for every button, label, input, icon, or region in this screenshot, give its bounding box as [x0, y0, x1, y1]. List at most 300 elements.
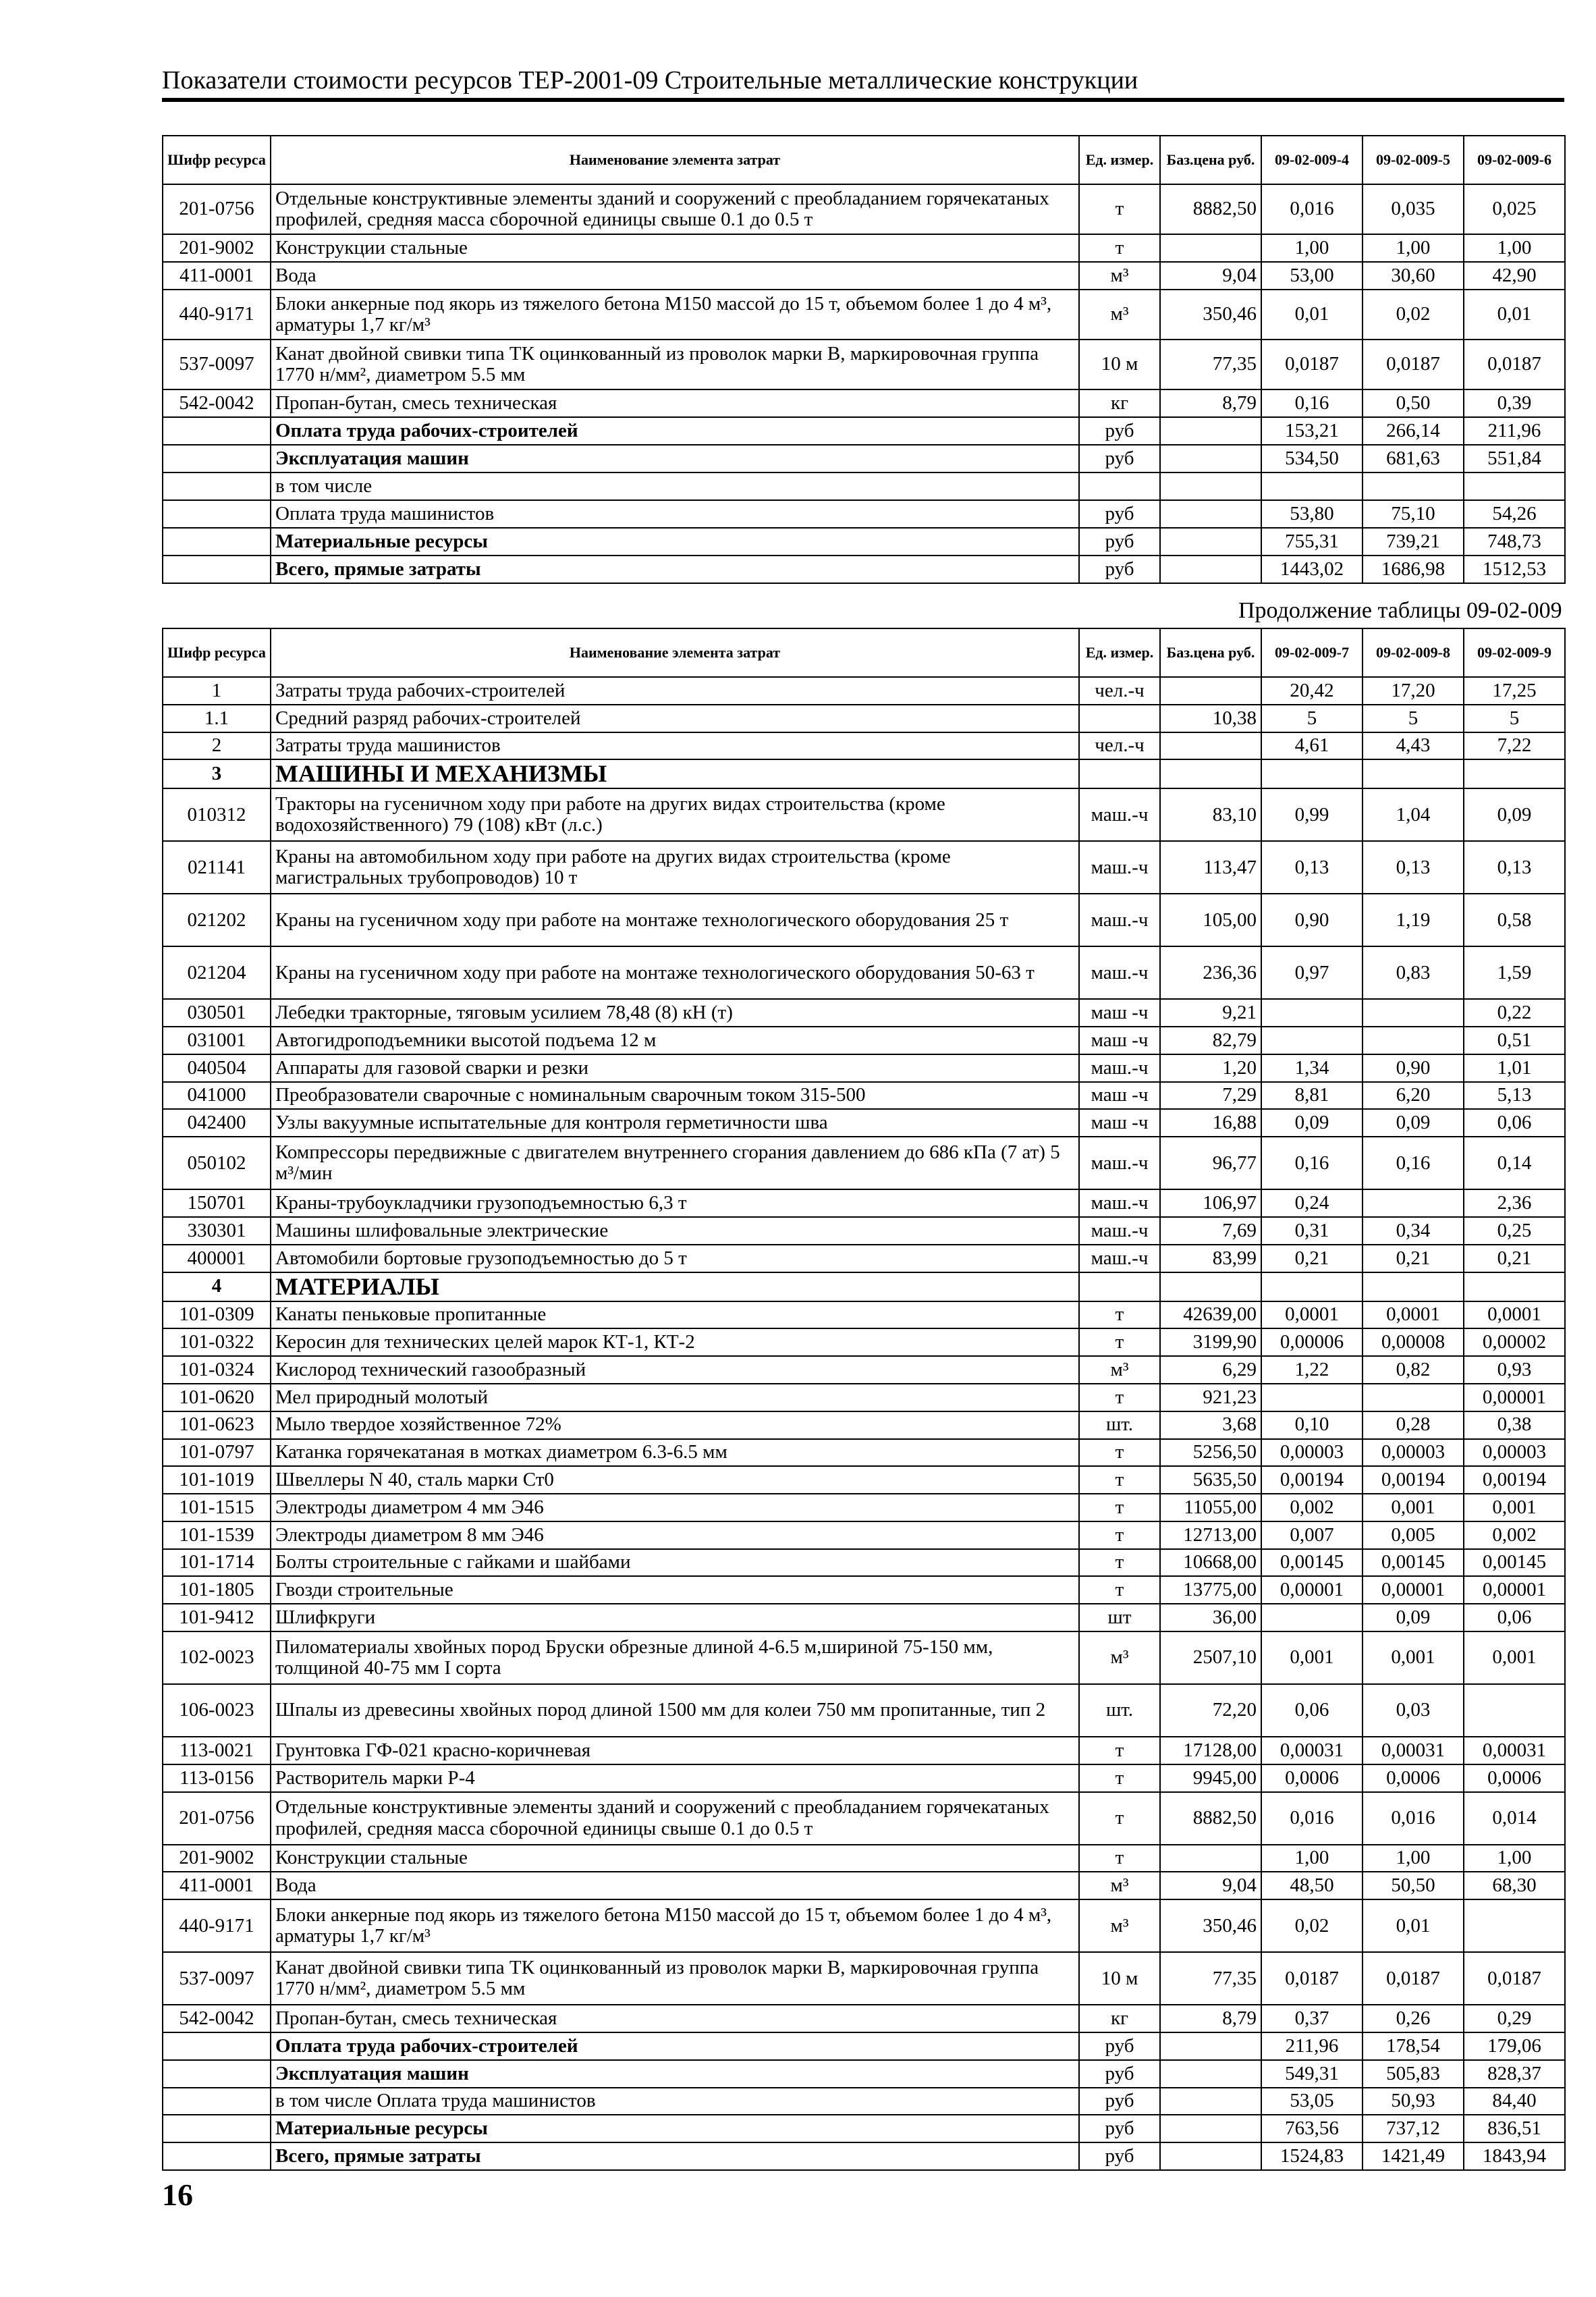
value-cell: 0,93 — [1464, 1356, 1565, 1384]
value-cell: 836,51 — [1464, 2115, 1565, 2142]
base-price-cell: 350,46 — [1160, 1899, 1261, 1952]
value-cell: 0,09 — [1261, 1109, 1363, 1137]
resource-code-cell: 101-0620 — [163, 1384, 271, 1411]
table-row — [163, 1952, 1565, 2005]
value-cell: 763,56 — [1261, 2115, 1363, 2142]
cost-item-name-cell: Затраты труда рабочих-строителей — [271, 677, 1079, 705]
resource-code-cell: 101-1515 — [163, 1494, 271, 1521]
value-cell: 0,0006 — [1464, 1764, 1565, 1792]
resource-code-cell — [163, 556, 271, 583]
base-price-cell: 96,77 — [1160, 1137, 1261, 1189]
table-row — [163, 1631, 1565, 1684]
column-header: 09-02-009-7 — [1261, 628, 1363, 677]
table-row — [163, 1684, 1565, 1737]
value-cell: 0,09 — [1363, 1604, 1464, 1631]
value-cell: 0,21 — [1363, 1245, 1464, 1272]
value-cell: 0,06 — [1261, 1684, 1363, 1737]
value-cell: 1,00 — [1464, 1845, 1565, 1872]
continuation-label: Продолжение таблицы 09-02-009 — [1238, 598, 1562, 623]
value-cell — [1363, 759, 1464, 788]
resource-table-2 — [162, 628, 1566, 2171]
value-cell: 178,54 — [1363, 2032, 1464, 2060]
value-cell: 505,83 — [1363, 2060, 1464, 2088]
unit-cell: чел.-ч — [1079, 677, 1160, 705]
cost-item-name-cell: Шлифкруги — [271, 1604, 1079, 1631]
table-row — [163, 1137, 1565, 1189]
resource-code-cell: 411-0001 — [163, 262, 271, 290]
value-cell: 0,001 — [1464, 1631, 1565, 1684]
base-price-cell: 13775,00 — [1160, 1576, 1261, 1604]
value-cell: 1,19 — [1363, 894, 1464, 946]
base-price-cell: 9,04 — [1160, 1872, 1261, 1899]
base-price-cell — [1160, 2032, 1261, 2060]
resource-code-cell: 042400 — [163, 1109, 271, 1137]
value-cell: 1443,02 — [1261, 556, 1363, 583]
value-cell: 0,00194 — [1363, 1466, 1464, 1494]
column-header: Ед. измер. — [1079, 628, 1160, 677]
base-price-cell: 12713,00 — [1160, 1521, 1261, 1549]
table-row — [163, 1549, 1565, 1577]
base-price-cell — [1160, 732, 1261, 760]
resource-code-cell: 021202 — [163, 894, 271, 946]
cost-item-name-cell: в том числе Оплата труда машинистов — [271, 2088, 1079, 2115]
value-cell: 0,16 — [1261, 1137, 1363, 1189]
value-cell: 755,31 — [1261, 528, 1363, 556]
unit-cell: маш.-ч — [1079, 841, 1160, 894]
value-cell: 0,50 — [1363, 389, 1464, 417]
cost-item-name-cell: Машины шлифовальные электрические — [271, 1217, 1079, 1245]
resource-code-cell — [163, 528, 271, 556]
base-price-cell: 9945,00 — [1160, 1764, 1261, 1792]
resource-code-cell: 010312 — [163, 788, 271, 841]
resource-table-1 — [162, 135, 1566, 584]
value-cell: 0,00145 — [1464, 1549, 1565, 1577]
unit-cell: чел.-ч — [1079, 732, 1160, 760]
cost-item-name-cell: Электроды диаметром 4 мм Э46 — [271, 1494, 1079, 1521]
unit-cell: шт — [1079, 1604, 1160, 1631]
cost-item-name-cell: Отдельные конструктивные элементы зданий и сооружений с преобладанием горячекатаных профилей, средняя масса сборочной единицы свыше 0.1 до 0.5 т — [271, 1792, 1079, 1845]
value-cell: 0,025 — [1464, 184, 1565, 234]
unit-cell: т — [1079, 1494, 1160, 1521]
base-price-cell: 5635,50 — [1160, 1466, 1261, 1494]
cost-item-name-cell: Краны на гусеничном ходу при работе на монтаже технологического оборудования 50-63 т — [271, 946, 1079, 999]
unit-cell — [1079, 472, 1160, 500]
value-cell: 0,09 — [1363, 1109, 1464, 1137]
value-cell: 0,02 — [1261, 1899, 1363, 1952]
table-header-row — [163, 628, 1565, 677]
resource-code-cell — [163, 2088, 271, 2115]
base-price-cell — [1160, 677, 1261, 705]
value-cell: 0,00001 — [1261, 1576, 1363, 1604]
value-cell: 0,31 — [1261, 1217, 1363, 1245]
value-cell: 1,04 — [1363, 788, 1464, 841]
resource-code-cell: 050102 — [163, 1137, 271, 1189]
resource-code-cell: 021204 — [163, 946, 271, 999]
value-cell: 0,58 — [1464, 894, 1565, 946]
value-cell: 0,00008 — [1363, 1328, 1464, 1356]
value-cell: 1,59 — [1464, 946, 1565, 999]
cost-item-name-cell: Оплата труда машинистов — [271, 500, 1079, 528]
value-cell: 179,06 — [1464, 2032, 1565, 2060]
value-cell: 0,21 — [1261, 1245, 1363, 1272]
value-cell: 0,03 — [1363, 1684, 1464, 1737]
base-price-cell — [1160, 2088, 1261, 2115]
base-price-cell — [1160, 528, 1261, 556]
table-row — [163, 1737, 1565, 1764]
value-cell: 0,38 — [1464, 1411, 1565, 1439]
resource-code-cell — [163, 472, 271, 500]
table-row — [163, 1328, 1565, 1356]
value-cell: 748,73 — [1464, 528, 1565, 556]
base-price-cell — [1160, 759, 1261, 788]
cost-item-name-cell: Блоки анкерные под якорь из тяжелого бетона М150 массой до 15 т, объемом более 1 до 4 м³, арматуры 1,7 кг/м³ — [271, 1899, 1079, 1952]
value-cell: 5 — [1363, 705, 1464, 732]
cost-item-name-cell: Отдельные конструктивные элементы зданий и сооружений с преобладанием горячекатаных профилей, средняя масса сборочной единицы свыше 0.1 до 0.5 т — [271, 184, 1079, 234]
value-cell: 0,0001 — [1464, 1301, 1565, 1329]
value-cell: 1512,53 — [1464, 556, 1565, 583]
value-cell: 53,80 — [1261, 500, 1363, 528]
base-price-cell: 8882,50 — [1160, 184, 1261, 234]
value-cell: 0,14 — [1464, 1137, 1565, 1189]
column-header: Наименование элемента затрат — [271, 628, 1079, 677]
resource-code-cell: 101-1019 — [163, 1466, 271, 1494]
base-price-cell: 3199,90 — [1160, 1328, 1261, 1356]
value-cell: 68,30 — [1464, 1872, 1565, 1899]
base-price-cell: 9,21 — [1160, 999, 1261, 1027]
resource-code-cell: 102-0023 — [163, 1631, 271, 1684]
cost-item-name-cell: Мел природный молотый — [271, 1384, 1079, 1411]
unit-cell: маш.-ч — [1079, 1054, 1160, 1082]
value-cell: 42,90 — [1464, 262, 1565, 290]
value-cell: 1421,49 — [1363, 2142, 1464, 2170]
resource-code-cell: 3 — [163, 759, 271, 788]
value-cell: 0,0006 — [1363, 1764, 1464, 1792]
resource-code-cell: 440-9171 — [163, 1899, 271, 1952]
cost-item-name-cell: Конструкции стальные — [271, 234, 1079, 262]
column-header: Ед. измер. — [1079, 136, 1160, 184]
cost-item-name-cell: Компрессоры передвижные с двигателем внутреннего сгорания давлением до 686 кПа (7 ат) 5 м³/мин — [271, 1137, 1079, 1189]
cost-item-name-cell: Канат двойной свивки типа ТК оцинкованный из проволок марки В, маркировочная группа 1770 н/мм², диаметром 5.5 мм — [271, 340, 1079, 389]
table-row — [163, 2060, 1565, 2088]
table-row — [163, 1521, 1565, 1549]
value-cell: 2,36 — [1464, 1189, 1565, 1217]
value-cell: 0,01 — [1363, 1899, 1464, 1952]
value-cell: 1686,98 — [1363, 556, 1464, 583]
value-cell: 53,00 — [1261, 262, 1363, 290]
value-cell: 50,93 — [1363, 2088, 1464, 2115]
unit-cell: маш.-ч — [1079, 1245, 1160, 1272]
base-price-cell — [1160, 234, 1261, 262]
unit-cell: руб — [1079, 2142, 1160, 2170]
value-cell: 0,016 — [1261, 184, 1363, 234]
base-price-cell: 236,36 — [1160, 946, 1261, 999]
cost-item-name-cell: Канат двойной свивки типа ТК оцинкованный из проволок марки В, маркировочная группа 1770 н/мм², диаметром 5.5 мм — [271, 1952, 1079, 2005]
base-price-cell: 72,20 — [1160, 1684, 1261, 1737]
value-cell: 0,016 — [1363, 1792, 1464, 1845]
value-cell: 211,96 — [1464, 417, 1565, 445]
resource-code-cell — [163, 2142, 271, 2170]
table-row — [163, 500, 1565, 528]
resource-code-cell: 030501 — [163, 999, 271, 1027]
table-row — [163, 1845, 1565, 1872]
value-cell: 1843,94 — [1464, 2142, 1565, 2170]
table-row — [163, 1792, 1565, 1845]
value-cell: 0,00194 — [1464, 1466, 1565, 1494]
unit-cell: маш.-ч — [1079, 788, 1160, 841]
cost-item-name-cell: Средний разряд рабочих-строителей — [271, 705, 1079, 732]
table-row — [163, 1576, 1565, 1604]
table-row — [163, 340, 1565, 389]
table-row — [163, 1411, 1565, 1439]
column-header: Баз.цена руб. — [1160, 136, 1261, 184]
resource-code-cell — [163, 2032, 271, 2060]
value-cell: 0,00001 — [1464, 1576, 1565, 1604]
cost-item-name-cell: Шпалы из древесины хвойных пород длиной 1500 мм для колеи 750 мм пропитанные, тип 2 — [271, 1684, 1079, 1737]
resource-code-cell: 537-0097 — [163, 340, 271, 389]
resource-code-cell: 201-9002 — [163, 234, 271, 262]
value-cell: 266,14 — [1363, 417, 1464, 445]
resource-code-cell: 440-9171 — [163, 290, 271, 340]
value-cell: 30,60 — [1363, 262, 1464, 290]
table-body-2 — [163, 677, 1565, 2170]
table-row — [163, 2115, 1565, 2142]
value-cell: 17,25 — [1464, 677, 1565, 705]
cost-item-name-cell: Краны-трубоукладчики грузоподъемностью 6,3 т — [271, 1189, 1079, 1217]
unit-cell: руб — [1079, 2088, 1160, 2115]
unit-cell: т — [1079, 1549, 1160, 1577]
base-price-cell: 7,29 — [1160, 1082, 1261, 1110]
base-price-cell: 350,46 — [1160, 290, 1261, 340]
value-cell: 0,0187 — [1464, 340, 1565, 389]
resource-code-cell: 113-0156 — [163, 1764, 271, 1792]
value-cell — [1261, 999, 1363, 1027]
unit-cell: шт. — [1079, 1684, 1160, 1737]
table-header-row — [163, 136, 1565, 184]
base-price-cell: 5256,50 — [1160, 1439, 1261, 1467]
table-row — [163, 1054, 1565, 1082]
unit-cell: шт. — [1079, 1411, 1160, 1439]
table-row — [163, 1439, 1565, 1467]
value-cell: 0,0187 — [1464, 1952, 1565, 2005]
resource-code-cell: 101-0322 — [163, 1328, 271, 1356]
resource-code-cell: 101-9412 — [163, 1604, 271, 1631]
value-cell: 0,06 — [1464, 1604, 1565, 1631]
cost-item-name-cell: МАШИНЫ И МЕХАНИЗМЫ — [271, 759, 1079, 788]
table-row — [163, 2088, 1565, 2115]
unit-cell: руб — [1079, 2115, 1160, 2142]
value-cell: 0,0006 — [1261, 1764, 1363, 1792]
unit-cell: т — [1079, 1521, 1160, 1549]
unit-cell: маш.-ч — [1079, 1217, 1160, 1245]
base-price-cell: 6,29 — [1160, 1356, 1261, 1384]
resource-code-cell: 330301 — [163, 1217, 271, 1245]
resource-code-cell: 113-0021 — [163, 1737, 271, 1764]
value-cell: 0,01 — [1464, 290, 1565, 340]
cost-item-name-cell: Автомобили бортовые грузоподъемностью до 5 т — [271, 1245, 1079, 1272]
value-cell: 1524,83 — [1261, 2142, 1363, 2170]
cost-item-name-cell: Материальные ресурсы — [271, 2115, 1079, 2142]
value-cell: 153,21 — [1261, 417, 1363, 445]
cost-item-name-cell: Кислород технический газообразный — [271, 1356, 1079, 1384]
value-cell: 0,016 — [1261, 1792, 1363, 1845]
base-price-cell — [1160, 1272, 1261, 1301]
unit-cell: 10 м — [1079, 1952, 1160, 2005]
resource-code-cell: 150701 — [163, 1189, 271, 1217]
table-row — [163, 528, 1565, 556]
value-cell: 1,00 — [1464, 234, 1565, 262]
value-cell: 5 — [1464, 705, 1565, 732]
value-cell: 0,06 — [1464, 1109, 1565, 1137]
value-cell: 739,21 — [1363, 528, 1464, 556]
value-cell: 0,00145 — [1261, 1549, 1363, 1577]
value-cell: 53,05 — [1261, 2088, 1363, 2115]
unit-cell: маш.-ч — [1079, 894, 1160, 946]
value-cell: 8,81 — [1261, 1082, 1363, 1110]
value-cell: 0,002 — [1261, 1494, 1363, 1521]
base-price-cell: 77,35 — [1160, 1952, 1261, 2005]
page-header: Показатели стоимости ресурсов ТЕР-2001-09 Строительные металлические конструкции — [162, 64, 1564, 102]
table-row — [163, 732, 1565, 760]
value-cell: 0,00003 — [1363, 1439, 1464, 1467]
value-cell: 20,42 — [1261, 677, 1363, 705]
unit-cell: т — [1079, 234, 1160, 262]
value-cell: 1,00 — [1261, 1845, 1363, 1872]
unit-cell: т — [1079, 1576, 1160, 1604]
table-row — [163, 999, 1565, 1027]
unit-cell: т — [1079, 184, 1160, 234]
unit-cell: 10 м — [1079, 340, 1160, 389]
cost-item-name-cell: Растворитель марки Р-4 — [271, 1764, 1079, 1792]
resource-code-cell: 101-1714 — [163, 1549, 271, 1577]
unit-cell: руб — [1079, 2060, 1160, 2088]
table-row — [163, 705, 1565, 732]
column-header: Шифр ресурса — [163, 136, 271, 184]
value-cell: 0,01 — [1261, 290, 1363, 340]
cost-item-name-cell: Всего, прямые затраты — [271, 556, 1079, 583]
unit-cell: т — [1079, 1301, 1160, 1329]
unit-cell: т — [1079, 1328, 1160, 1356]
base-price-cell: 8882,50 — [1160, 1792, 1261, 1845]
table-row — [163, 1604, 1565, 1631]
value-cell — [1464, 1272, 1565, 1301]
base-price-cell: 7,69 — [1160, 1217, 1261, 1245]
resource-code-cell: 101-0623 — [163, 1411, 271, 1439]
value-cell: 0,00006 — [1261, 1328, 1363, 1356]
resource-code-cell: 1 — [163, 677, 271, 705]
table-row — [163, 759, 1565, 788]
value-cell: 681,63 — [1363, 445, 1464, 472]
value-cell: 828,37 — [1464, 2060, 1565, 2088]
unit-cell: т — [1079, 1466, 1160, 1494]
value-cell — [1261, 1272, 1363, 1301]
base-price-cell: 105,00 — [1160, 894, 1261, 946]
base-price-cell: 83,10 — [1160, 788, 1261, 841]
value-cell: 1,01 — [1464, 1054, 1565, 1082]
base-price-cell: 10,38 — [1160, 705, 1261, 732]
resource-code-cell: 2 — [163, 732, 271, 760]
resource-code-cell — [163, 500, 271, 528]
table-row — [163, 472, 1565, 500]
unit-cell: м³ — [1079, 1872, 1160, 1899]
resource-code-cell — [163, 2115, 271, 2142]
value-cell: 0,00145 — [1363, 1549, 1464, 1577]
unit-cell — [1079, 1272, 1160, 1301]
table-row — [163, 1217, 1565, 1245]
value-cell: 0,007 — [1261, 1521, 1363, 1549]
cost-item-name-cell: Автогидроподъемники высотой подъема 12 м — [271, 1027, 1079, 1054]
value-cell: 0,21 — [1464, 1245, 1565, 1272]
table-row — [163, 1109, 1565, 1137]
base-price-cell: 77,35 — [1160, 340, 1261, 389]
value-cell: 0,16 — [1363, 1137, 1464, 1189]
resource-code-cell: 201-9002 — [163, 1845, 271, 1872]
cost-item-name-cell: Оплата труда рабочих-строителей — [271, 417, 1079, 445]
value-cell: 1,00 — [1261, 234, 1363, 262]
value-cell: 75,10 — [1363, 500, 1464, 528]
value-cell — [1363, 1189, 1464, 1217]
cost-item-name-cell: Преобразователи сварочные с номинальным сварочным током 315-500 — [271, 1082, 1079, 1110]
base-price-cell: 2507,10 — [1160, 1631, 1261, 1684]
table-row — [163, 290, 1565, 340]
unit-cell: руб — [1079, 445, 1160, 472]
value-cell — [1261, 759, 1363, 788]
cost-item-name-cell: Вода — [271, 262, 1079, 290]
value-cell: 0,00002 — [1464, 1328, 1565, 1356]
value-cell: 0,0001 — [1363, 1301, 1464, 1329]
base-price-cell — [1160, 500, 1261, 528]
table-body-1 — [163, 184, 1565, 583]
value-cell: 4,43 — [1363, 732, 1464, 760]
value-cell: 1,00 — [1363, 234, 1464, 262]
value-cell: 5,13 — [1464, 1082, 1565, 1110]
base-price-cell — [1160, 417, 1261, 445]
unit-cell: руб — [1079, 417, 1160, 445]
base-price-cell: 921,23 — [1160, 1384, 1261, 1411]
cost-item-name-cell: Болты строительные с гайками и шайбами — [271, 1549, 1079, 1577]
value-cell: 0,90 — [1261, 894, 1363, 946]
value-cell: 50,50 — [1363, 1872, 1464, 1899]
column-header: Баз.цена руб. — [1160, 628, 1261, 677]
table-row — [163, 1872, 1565, 1899]
value-cell: 0,00031 — [1261, 1737, 1363, 1764]
resource-code-cell: 542-0042 — [163, 2005, 271, 2032]
value-cell: 0,001 — [1261, 1631, 1363, 1684]
base-price-cell — [1160, 472, 1261, 500]
base-price-cell — [1160, 1845, 1261, 1872]
cost-item-name-cell: Лебедки тракторные, тяговым усилием 78,48 (8) кН (т) — [271, 999, 1079, 1027]
resource-code-cell: 101-1539 — [163, 1521, 271, 1549]
value-cell: 5 — [1261, 705, 1363, 732]
value-cell — [1464, 759, 1565, 788]
unit-cell: т — [1079, 1764, 1160, 1792]
table-row — [163, 1764, 1565, 1792]
value-cell: 0,22 — [1464, 999, 1565, 1027]
value-cell: 211,96 — [1261, 2032, 1363, 2060]
resource-code-cell: 031001 — [163, 1027, 271, 1054]
value-cell: 0,13 — [1464, 841, 1565, 894]
cost-item-name-cell: Аппараты для газовой сварки и резки — [271, 1054, 1079, 1082]
column-header: 09-02-009-4 — [1261, 136, 1363, 184]
value-cell: 0,005 — [1363, 1521, 1464, 1549]
unit-cell: маш.-ч — [1079, 1189, 1160, 1217]
value-cell: 1,34 — [1261, 1054, 1363, 1082]
value-cell — [1363, 1384, 1464, 1411]
value-cell: 0,02 — [1363, 290, 1464, 340]
base-price-cell: 36,00 — [1160, 1604, 1261, 1631]
column-header: Шифр ресурса — [163, 628, 271, 677]
base-price-cell: 16,88 — [1160, 1109, 1261, 1137]
base-price-cell: 82,79 — [1160, 1027, 1261, 1054]
